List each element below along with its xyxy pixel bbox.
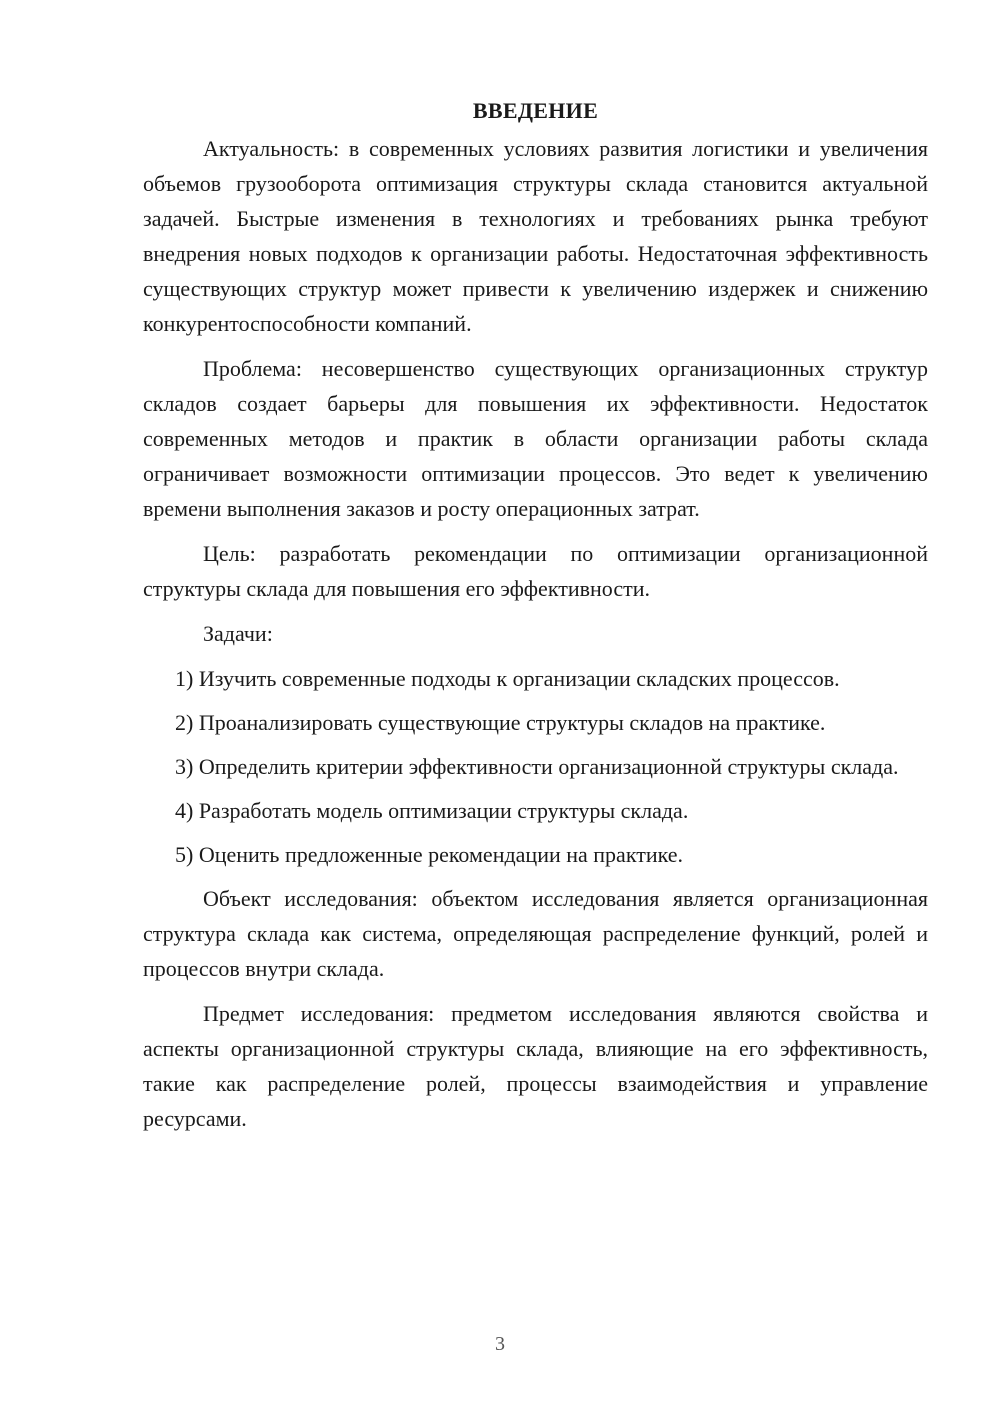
tasks-heading: Задачи: xyxy=(203,621,273,646)
object-paragraph: Объект исследования: объектом исследования является организационная структура склада как система, определяющая распределение функций, ролей и процессов внутри склада. xyxy=(143,886,928,981)
document-page xyxy=(143,96,928,1146)
task-item: 1) Изучить современные подходы к организации складских процессов. xyxy=(175,666,840,691)
page-number: 3 xyxy=(495,1333,505,1355)
task-item: 3) Определить критерии эффективности организационной структуры склада. xyxy=(175,754,899,779)
goal-paragraph: Цель: разработать рекомендации по оптимизации организационной структуры склада для повышения его эффективности. xyxy=(143,541,928,601)
relevance-paragraph: Актуальность: в современных условиях развития логистики и увеличения объемов грузооборота оптимизация структуры склада становится актуальной задачей. Быстрые изменения в технологиях и требованиях рынка требуют внедрения новых подходов к организации работы. Недостаточная эффективность существующих структур может привести к увеличению издержек и снижению конкурентоспособности компаний. xyxy=(143,136,928,336)
task-item: 5) Оценить предложенные рекомендации на практике. xyxy=(175,842,684,867)
task-item: 2) Проанализировать существующие структуры складов на практике. xyxy=(175,710,826,735)
section-title: ВВЕДЕНИЕ xyxy=(472,98,599,123)
problem-paragraph: Проблема: несовершенство существующих организационных структур складов создает барьеры для повышения их эффективности. Недостаток современных методов и практик в области организации работы склада ограничивает возможности оптимизации процессов. Это ведет к увеличению времени выполнения заказов и росту операционных затрат. xyxy=(143,356,928,521)
task-item: 4) Разработать модель оптимизации структуры склада. xyxy=(175,798,689,823)
subject-paragraph: Предмет исследования: предметом исследования являются свойства и аспекты организационной структуры склада, влияющие на его эффективность, такие как распределение ролей, процессы взаимодействия и управление ресурсами. xyxy=(143,1001,928,1131)
